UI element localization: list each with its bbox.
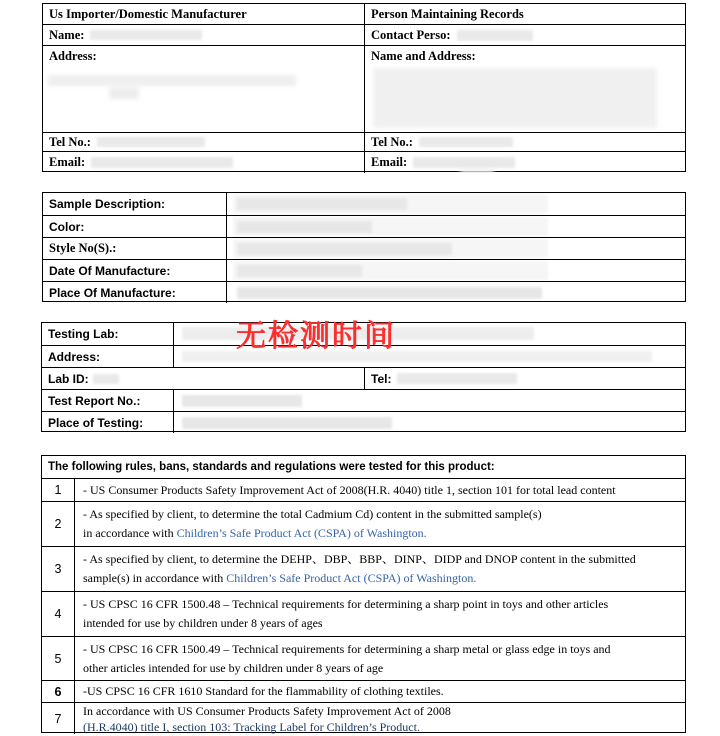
date-of-manufacture-label: Date Of Manufacture: xyxy=(49,263,171,278)
lab-tel-cell xyxy=(364,368,685,389)
regulation-row xyxy=(42,680,685,702)
cspa-link[interactable]: Children’s Safe Product Act (CSPA) of Washington. xyxy=(226,571,477,585)
regulation-text xyxy=(83,524,427,543)
importer-header-cell xyxy=(43,4,364,24)
regulation-text: - As specified by client, to determine the DEHP、DBP、BBP、DINP、DIDP and DNOP content in the submitted xyxy=(83,552,636,566)
regulation-text-cell xyxy=(74,592,685,636)
tel-label: Tel No.: xyxy=(49,134,91,149)
sample-info-table xyxy=(42,192,686,302)
name-address-label: Name and Address: xyxy=(371,49,476,63)
records-tel-cell xyxy=(364,133,685,151)
place-of-manufacture-value-cell xyxy=(226,282,685,303)
redacted-value xyxy=(109,87,139,99)
regulation-text: - US CPSC 16 CFR 1500.48 – Technical requirements for determining a sharp point in toys and other articles xyxy=(83,597,609,611)
test-report-value-cell xyxy=(173,390,685,411)
annotation-no-test-date: 无检测时间 xyxy=(236,320,396,353)
regulations-header: The following rules, bans, standards and regulations were tested for this product: xyxy=(48,461,495,473)
lab-tel-label: Tel: xyxy=(371,371,392,386)
redacted-value xyxy=(237,243,452,255)
testing-lab-label-cell xyxy=(42,323,173,345)
table-row xyxy=(43,215,685,237)
sample-description-label: Sample Description: xyxy=(49,197,166,211)
regulation-number: 1 xyxy=(54,483,62,497)
regulation-row xyxy=(42,501,685,546)
regulation-number: 3 xyxy=(54,562,62,576)
color-label-cell xyxy=(43,216,226,237)
table-row xyxy=(43,193,685,215)
place-of-testing-label-cell xyxy=(42,412,173,433)
redacted-value xyxy=(237,221,372,233)
redacted-value xyxy=(182,417,392,429)
table-row xyxy=(43,281,685,303)
redacted-value xyxy=(460,169,494,173)
date-of-manufacture-value-cell xyxy=(226,260,685,281)
regulation-text-cell xyxy=(74,637,685,680)
redacted-value xyxy=(48,75,296,86)
redacted-value xyxy=(397,373,517,384)
email-label: Email: xyxy=(371,155,408,169)
place-of-manufacture-label: Place Of Manufacture: xyxy=(49,285,176,300)
lab-id-cell xyxy=(42,368,364,389)
table-row xyxy=(42,367,685,389)
regulation-text-cell xyxy=(74,502,685,546)
importer-records-table xyxy=(42,3,686,172)
regulation-text: -US CPSC 16 CFR 1610 Standard for the flammability of clothing textiles. xyxy=(83,684,444,698)
importer-name-cell xyxy=(43,25,364,45)
regulation-text: - As specified by client, to determine the total Cadmium Cd) content in the submitted sample(s) xyxy=(83,507,542,521)
importer-email-cell xyxy=(43,152,364,173)
regulation-number: 6 xyxy=(54,684,62,699)
regulation-text-cell xyxy=(74,479,685,501)
table-row xyxy=(43,4,685,24)
redacted-value xyxy=(182,395,302,407)
color-label: Color: xyxy=(49,219,85,234)
sample-description-value-cell xyxy=(226,193,685,215)
table-row xyxy=(43,132,685,151)
style-no-value-cell xyxy=(226,238,685,259)
test-report-label-cell xyxy=(42,390,173,411)
tel-label: Tel No.: xyxy=(371,134,413,149)
test-report-label: Test Report No.: xyxy=(48,393,141,408)
regulation-number: 2 xyxy=(54,517,62,531)
importer-header: Us Importer/Domestic Manufacturer xyxy=(49,6,247,21)
table-row xyxy=(42,411,685,433)
regulation-row xyxy=(42,591,685,636)
regulations-header-cell xyxy=(42,456,685,478)
redacted-value xyxy=(419,137,513,147)
importer-address-cell xyxy=(43,46,364,132)
style-no-label: Style No(S).: xyxy=(49,241,117,255)
redacted-value xyxy=(237,265,362,277)
redacted-value xyxy=(90,30,202,40)
redacted-value xyxy=(237,287,542,299)
redacted-value xyxy=(237,198,407,210)
regulation-row xyxy=(42,702,685,734)
table-row xyxy=(42,456,685,478)
lab-address-label: Address: xyxy=(48,349,101,364)
regulation-text: - US Consumer Products Safety Improvement Act of 2008(H.R. 4040) title 1, section 101 for total lead content xyxy=(83,482,616,497)
importer-tel-cell xyxy=(43,133,364,151)
table-row xyxy=(43,24,685,45)
tracking-label-link[interactable]: (H.R.4040) title I, section 103: Tracking Label for Children’s Product. xyxy=(83,719,420,734)
style-no-label-cell xyxy=(43,238,226,259)
regulation-row xyxy=(42,636,685,680)
regulation-number: 7 xyxy=(54,711,62,726)
lab-id-label: Lab ID: xyxy=(48,371,89,386)
regulation-text-cell xyxy=(74,681,685,702)
regulation-text-cell xyxy=(74,703,685,734)
place-of-testing-label: Place of Testing: xyxy=(48,415,144,430)
date-of-manufacture-label-cell xyxy=(43,260,226,281)
table-row xyxy=(43,237,685,259)
regulation-number: 5 xyxy=(54,651,62,666)
redacted-value xyxy=(93,374,119,384)
lab-address-label-cell xyxy=(42,346,173,367)
records-name-address-cell xyxy=(364,46,685,132)
table-row xyxy=(43,151,685,173)
email-label: Email: xyxy=(49,155,86,169)
redacted-value xyxy=(413,157,515,168)
regulation-text xyxy=(83,569,476,588)
records-header-cell xyxy=(364,4,685,24)
redacted-value xyxy=(97,137,205,147)
table-row xyxy=(43,259,685,281)
regulations-table xyxy=(41,455,686,733)
regulation-text: other articles intended for use by children under 8 years of age xyxy=(83,660,384,675)
table-row xyxy=(42,389,685,411)
regulation-text: intended for use by children under 8 years of ages xyxy=(83,616,323,630)
regulation-text-prefix: sample(s) in accordance with xyxy=(83,571,227,585)
redacted-value xyxy=(457,30,533,41)
regulation-text-prefix: in accordance with xyxy=(83,526,177,540)
table-row xyxy=(43,45,685,132)
address-label: Address: xyxy=(49,49,97,63)
name-label: Name: xyxy=(49,27,85,42)
redacted-value xyxy=(373,68,657,128)
regulation-text: - US CPSC 16 CFR 1500.49 – Technical requirements for determining a sharp metal or glass edge in toys and xyxy=(83,641,611,656)
regulation-row xyxy=(42,546,685,591)
contact-person-label: Contact Perso: xyxy=(371,27,451,42)
place-of-testing-value-cell xyxy=(173,412,685,433)
regulation-row xyxy=(42,478,685,501)
regulation-text: In accordance with US Consumer Products Safety Improvement Act of 2008 xyxy=(83,703,451,718)
contact-person-cell xyxy=(364,25,685,45)
place-of-manufacture-label-cell xyxy=(43,282,226,303)
regulation-text-cell xyxy=(74,547,685,591)
redacted-value xyxy=(91,157,233,168)
regulation-number: 4 xyxy=(54,607,62,621)
testing-lab-label: Testing Lab: xyxy=(48,327,119,341)
cspa-link[interactable]: Children’s Safe Product Act (CSPA) of Washington. xyxy=(176,526,427,540)
color-value-cell xyxy=(226,216,685,237)
records-email-cell xyxy=(364,152,685,173)
sample-description-label-cell xyxy=(43,193,226,215)
records-header: Person Maintaining Records xyxy=(371,6,524,21)
